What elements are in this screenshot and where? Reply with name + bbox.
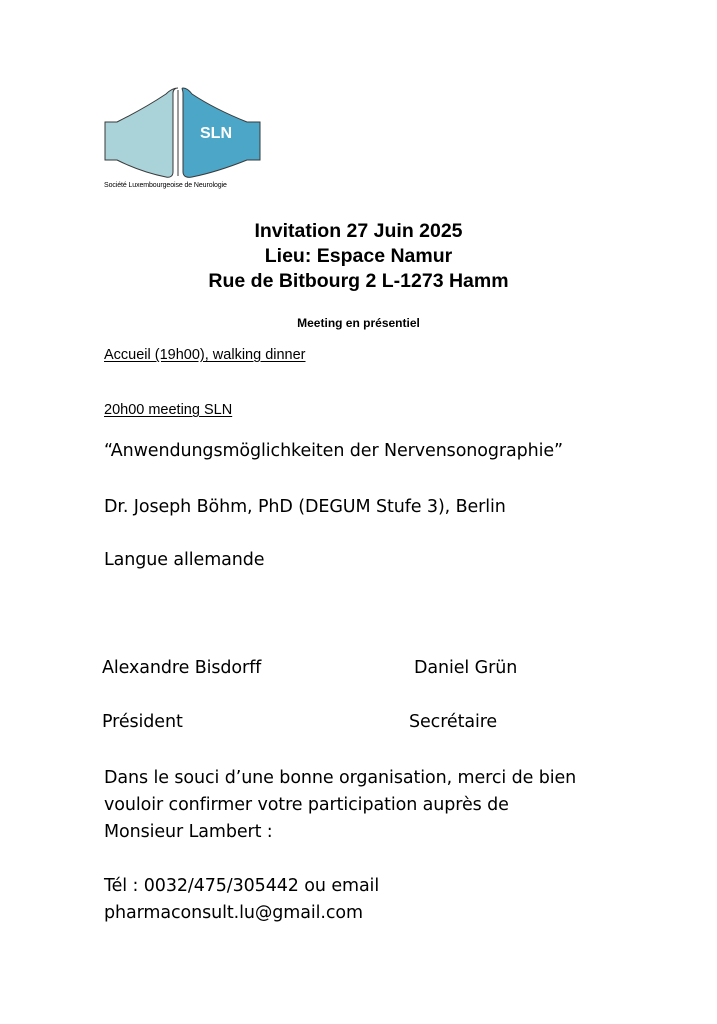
- secretary-role: Secrétaire: [409, 712, 498, 732]
- contact-email-line[interactable]: pharmaconsult.lu@gmail.com: [104, 903, 363, 923]
- invitation-date: Invitation 27 Juin 2025: [254, 220, 463, 242]
- meeting-time-line: 20h00 meeting SLN: [104, 402, 233, 418]
- rsvp-line: vouloir confirmer votre participation auprès de: [104, 795, 509, 815]
- talk-language: Langue allemande: [104, 550, 265, 570]
- welcome-line: Accueil (19h00), walking dinner: [104, 347, 306, 363]
- venue-name: Lieu: Espace Namur: [264, 245, 453, 267]
- event-header: [0, 219, 717, 294]
- meeting-format: Meeting en présentiel: [297, 316, 420, 330]
- logo-left-half: [105, 88, 178, 177]
- logo-tagline: Société Luxembourgeoise de Neurologie: [104, 182, 227, 189]
- sln-logo-graphic: [103, 86, 263, 196]
- speaker: Dr. Joseph Böhm, PhD (DEGUM Stufe 3), Berlin: [104, 497, 506, 517]
- sln-logo: [103, 86, 263, 196]
- president-name: Alexandre Bisdorff: [102, 658, 262, 678]
- talk-title: “Anwendungsmöglichkeiten der Nervensonographie”: [104, 441, 564, 461]
- rsvp-line: Monsieur Lambert :: [104, 822, 273, 842]
- secretary-name: Daniel Grün: [414, 658, 518, 678]
- contact-phone-line: Tél : 0032/475/305442 ou email: [104, 876, 380, 896]
- venue-address: Rue de Bitbourg 2 L-1273 Hamm: [208, 270, 509, 292]
- rsvp-line: Dans le souci d’une bonne organisation, merci de bien: [104, 768, 577, 788]
- rsvp-contact: [104, 873, 379, 927]
- president-role: Président: [102, 712, 183, 732]
- rsvp-request: [104, 765, 576, 846]
- logo-abbreviation: SLN: [200, 125, 232, 142]
